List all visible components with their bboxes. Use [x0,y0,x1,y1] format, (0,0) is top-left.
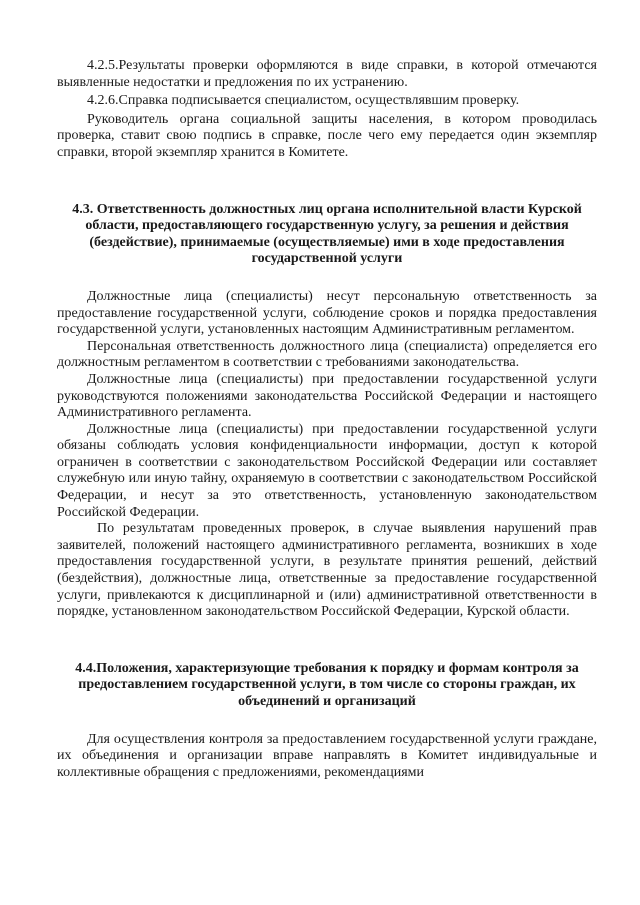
section-4-3-paragraph-5: По результатам проведенных проверок, в случае выявления нарушений прав заявителей, положений настоящего административного регламента, возникших в ходе предоставления государственной услуги, в результате принятия решений, действий (бездействия), должностные лица, ответственные за предоставление государственной услуги, привлекаются к дисциплинарной и (или) административной ответственности в порядке, установленном законодательством Российской Федерации, Курской области. [57,521,597,620]
document-page [57,58,597,781]
section-4-3-paragraph-3: Должностные лица (специалисты) при предоставлении государственной услуги руководствуются положениями законодательства Российской Федерации и настоящего Административного регламента. [57,371,597,421]
section-4-3-paragraph-1: Должностные лица (специалисты) несут персональную ответственность за предоставление государственной услуги, соблюдение сроков и порядка предоставления государственной услуги, установленных настоящим Административным регламентом. [57,288,597,338]
paragraph-4-2-5: 4.2.5.Результаты проверки оформляются в виде справки, в которой отмечаются выявленные недостатки и предложения по их устранению. [57,58,597,90]
section-4-4-paragraph-1: Для осуществления контроля за предоставлением государственной услуги граждане, их объединения и организации вправе направлять в Комитет индивидуальные и коллективные обращения с предложениями, рекомендациями [57,731,597,780]
paragraph-4-2-6: 4.2.6.Справка подписывается специалистом, осуществлявшим проверку. [87,93,520,109]
section-4-4-heading: 4.4.Положения, характеризующие требования к порядку и формам контроля за предоставлением государственной услуги, в том числе со стороны граждан, их объединений и организаций [75,660,579,709]
paragraph-head-signature: Руководитель органа социальной защиты населения, в котором проводилась проверка, ставит свою подпись в справке, после чего ему передается один экземпляр справки, второй экземпляр хранится в Комитете. [57,111,597,160]
section-4-3-heading: 4.3. Ответственность должностных лиц органа исполнительной власти Курской области, предоставляющего государственную услугу, за решения и действия (бездействие), принимаемые (осуществляемые) ими в ходе предоставления государственной услуги [72,201,582,267]
section-4-3-paragraph-4: Должностные лица (специалисты) при предоставлении государственной услуги обязаны соблюдать условия конфиденциальности информации, доступ к которой ограничен в соответствии с законодательством Российской Федерации или составляет служебную или иную тайну, охраняемую в соответствии с законодательством Российской Федерации, и несут за это ответственность, установленную законодательством Российской Федерации. [57,421,597,520]
section-4-3-paragraph-2: Персональная ответственность должностного лица (специалиста) определяется его должностным регламентом в соответствии с требованиями законодательства. [57,338,597,371]
